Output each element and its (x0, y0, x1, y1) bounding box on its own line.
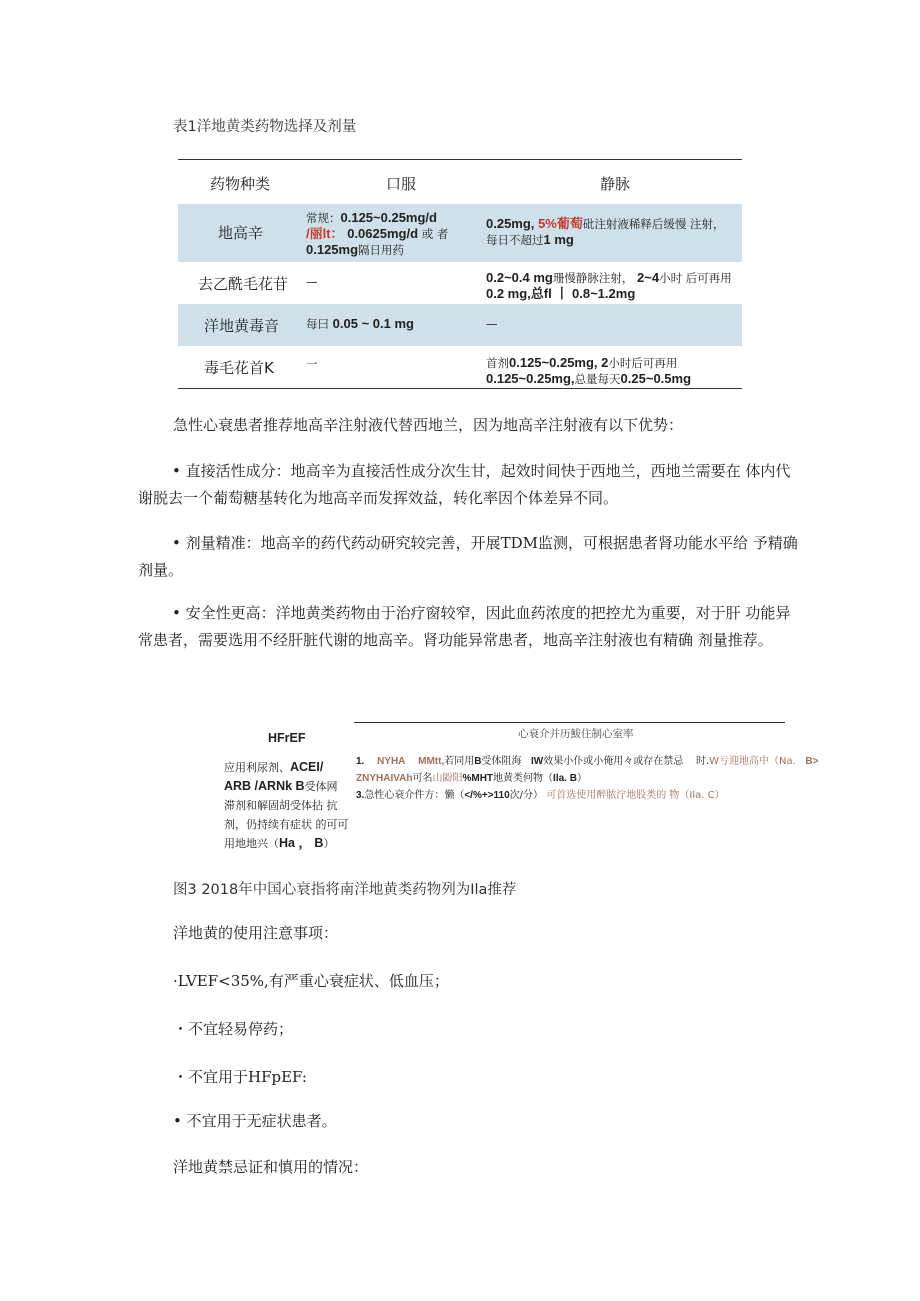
notes-title: 洋地黄的使用注意事项： (173, 924, 339, 942)
table-row (178, 304, 742, 346)
drug-name: 洋地黄毒音 (204, 317, 280, 335)
oral-dose: 常规：0.125~0.25mg/d /丽lt： 0.0625mg/d 或 者 0.125mg隔日用药 (306, 210, 449, 257)
bullet-item: • 剂量精准：地高辛的药代药动研究较完善，开展TDM监测，可根据患者肾功能水平给 予精确 剂量。 (138, 534, 798, 579)
note-item: ・不宜用于HFpEF: (173, 1068, 307, 1086)
drug-name: 去乙酰毛花苷 (198, 275, 289, 293)
table-bottom-rule (178, 388, 742, 389)
note-item: • 不宜用于无症状患者。 (173, 1112, 337, 1130)
table-row (178, 262, 742, 304)
table-header-row (178, 160, 742, 204)
intro-paragraph: 急性心衰患者推荐地高辛注射液代替西地兰，因为地高辛注射液有以下优势： (173, 416, 684, 434)
contra-title: 洋地黄禁忌证和慎用的情况： (173, 1158, 369, 1176)
figure-right-header: 心衰介并历鮁住制心室率 (518, 728, 634, 740)
figure-right-rule (354, 722, 785, 723)
bullet-item: • 安全性更高：洋地黄类药物由于治疗窗较窄，因此血药浓度的把控尤为重要，对于肝 功能异 常患者，需要选用不经肝脏代谢的地高辛。肾功能异常患者，地高辛注射液也有精确 剂量推荐。 (138, 604, 791, 649)
drug-name: 毒毛花首K (204, 359, 274, 377)
iv-dose: — (486, 317, 498, 331)
iv-dose: 首剂0.125~0.25mg, 2小时后可再用 0.125~0.25mg,总量每天0.25~0.5mg (486, 355, 692, 386)
figure-line-2: ZNYHAIVAh可名山鼢阳%MHT地黄类何物（Ila. B） (356, 773, 587, 784)
note-item: ·LVEF<35%,有严重心衰症状、低血压； (173, 972, 449, 990)
iv-dose: 0.25mg, 5%葡萄砒注射液稀释后缓慢 注射， 每日不超过1 mg (486, 216, 725, 247)
oral-dose: 一 (306, 357, 318, 371)
figure-left-text: 应用利尿剂、ACEI/ ARB /ARNk B受体网 滞剂和解固胡受体拈 抗 剂，仍持续有症状 的可可 用地地兴（Ha ， B） (224, 760, 349, 850)
table-row (178, 204, 742, 262)
table-caption: 表1洋地黄类药物选择及剂量 (173, 119, 357, 135)
figure-line-3: 3.急性心衰介件方：懒（</%+>110次/分） 可首选使用醉脓泞地股类的 物（Ila. C） (356, 790, 725, 801)
figure-line-1: 1. NYHA MMtt,若同用B受体阻海 IW效果小仆或小俺用々或存在禁忌 时.W亏迎地高中（Na. B> (356, 756, 819, 767)
bullet-item: • 直接活性成分：地高辛为直接活性成分次生甘，起效时间快于西地兰，西地兰需要在 体内代 谢脱去一个葡萄糖基转化为地高辛而发挥效益，转化率因个体差异不同。 (138, 462, 791, 507)
note-item: ・不宜轻易停药； (173, 1020, 294, 1038)
figure-caption: 图3 2018年中国心衰指将南洋地黄类药物列为Ila推荐 (173, 882, 517, 898)
oral-dose: — (306, 275, 318, 289)
drug-name: 地高辛 (218, 224, 264, 242)
figure-left-title: HFrEF (268, 731, 306, 745)
header-drug-type: 药物种类 (210, 175, 271, 193)
header-oral: 口服 (386, 175, 417, 193)
oral-dose: 每曰 0.05 ~ 0.1 mg (306, 316, 414, 331)
table-row (178, 346, 742, 388)
iv-dose: 0.2~0.4 mg珊慢静脉注射， 2~4小时 后可再用 0.2 mg,总fl 丨 0.8~1.2mg (486, 270, 732, 301)
header-iv: 静脉 (600, 175, 631, 193)
